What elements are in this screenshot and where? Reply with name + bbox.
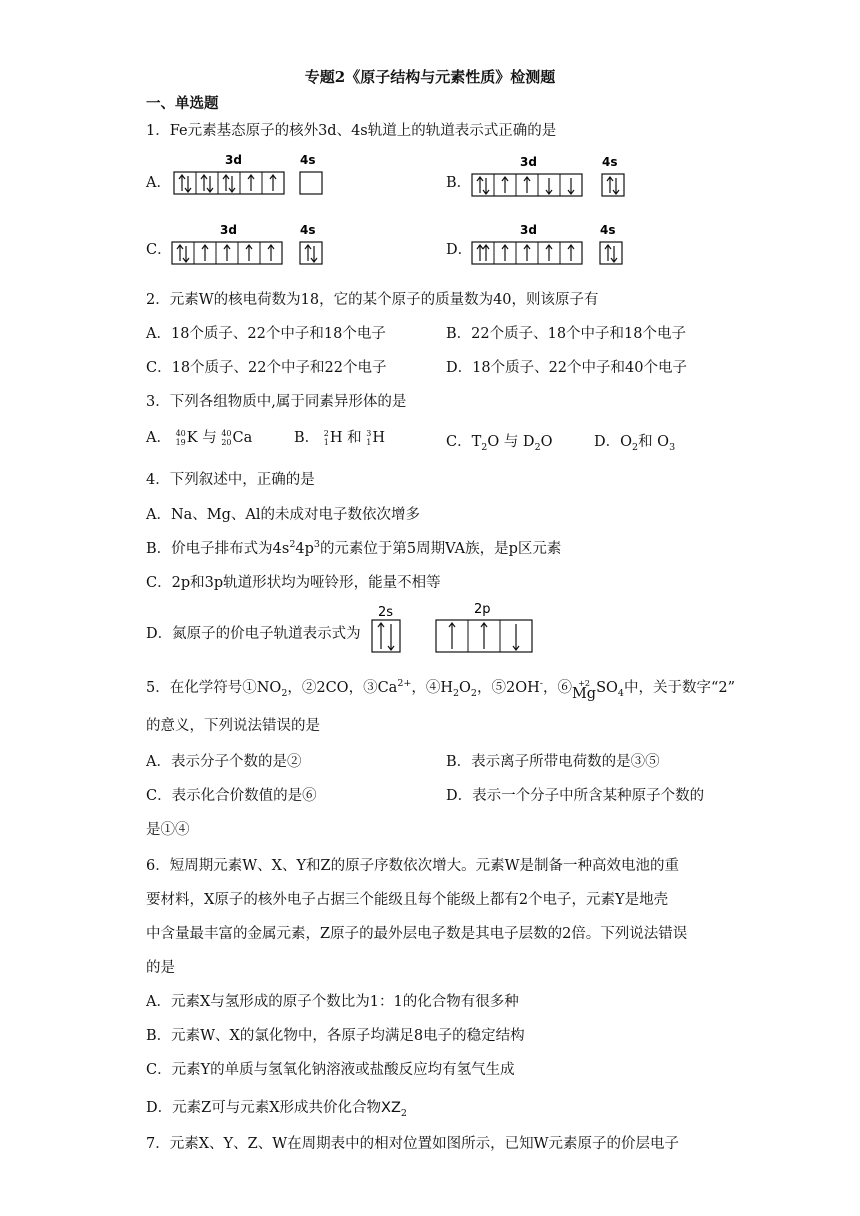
q6-option-c: C．元素Y的单质与氢氧化钠溶液或盐酸反应均有氢气生成 [146, 1062, 515, 1078]
q2-option-d: D．18个质子、22个中子和40个电子 [446, 360, 687, 376]
q1-option-d-label: D． [446, 242, 473, 258]
label-2p: 2p [474, 602, 491, 617]
q6-option-d: D．元素Z可与元素X形成共价化合物$XZ_2$ [146, 1100, 407, 1119]
q1-option-c-diagram [168, 220, 338, 268]
q1-option-a-diagram [170, 150, 340, 198]
label-3d: 3d [520, 155, 537, 169]
label-3d: 3d [520, 223, 537, 237]
q2-stem: 2．元素W的核电荷数为18，它的某个原子的质量数为40，则该原子有 [146, 292, 599, 308]
q3-option-a: A． 40 19 K 与 40 20 Ca [146, 429, 253, 447]
q6-line-1: 6．短周期元素W、X、Y和Z的原子序数依次增大。元素W是制备一种高效电池的重 [146, 858, 679, 874]
q5-option-d: D．表示一个分子中所含某种原子个数的 [446, 788, 705, 804]
q3-stem: 3．下列各组物质中,属于同素异形体的是 [146, 394, 407, 410]
label-4s: 4s [300, 223, 316, 237]
q2-option-b: B．22个质子、18个中子和18个电子 [446, 326, 687, 342]
q1-option-c-label: C． [146, 242, 172, 258]
q1-option-b-label: B． [446, 175, 472, 191]
q6-option-b: B．元素W、X的氯化物中，各原子均满足8电子的稳定结构 [146, 1028, 525, 1044]
q2-option-c: C．18个质子、22个中子和22个电子 [146, 360, 387, 376]
q1-option-b-diagram [468, 152, 638, 200]
q5-option-b: B．表示离子所带电荷数的是③⑤ [446, 754, 660, 770]
q5-line-1: 5．在化学符号$①NO_2$，②2CO，$③Ca^{2+}$，$④H_2O_2$，⑤2OH-，⑥ +2 Mg $SO_4$中，关于数字“2” [146, 678, 736, 702]
q4-option-a: A．Na、Mg、Al的未成对电子数依次增多 [146, 507, 421, 523]
label-3d: 3d [225, 153, 242, 167]
q5-option-a: A．表示分子个数的是② [146, 754, 302, 770]
q4-nitrogen-orbital-diagram [368, 600, 538, 656]
q5-option-c: C．表示化合价数值的是⑥ [146, 788, 317, 804]
q6-line-2: 要材料，X原子的核外电子占据三个能级且每个能级上都有2个电子，元素Y是地壳 [146, 892, 669, 908]
q1-option-a-label: A． [146, 175, 171, 191]
q4-stem: 4．下列叙述中，正确的是 [146, 472, 315, 488]
q3-option-b: B． 2 1 H 和 3 1 H [294, 429, 385, 447]
q6-option-a: A．元素X与氢形成的原子个数比为1：1的化合物有很多种 [146, 994, 519, 1010]
label-4s: 4s [600, 223, 616, 237]
label-2s: 2s [378, 605, 394, 620]
label-4s: 4s [602, 155, 618, 169]
section-heading: 一、单选题 [146, 95, 219, 112]
q5-option-d-cont: 是①④ [146, 822, 190, 838]
q5-line-2: 的意义，下列说法错误的是 [146, 718, 320, 734]
q2-option-a: A．18个质子、22个中子和18个电子 [146, 326, 386, 342]
q4-option-b: B．价电子排布式为$4s^24p^3$的元素位于第5周期VA族，是p区元素 [146, 539, 562, 557]
label-3d: 3d [220, 223, 237, 237]
q7-line-1: 7．元素X、Y、Z、W在周期表中的相对位置如图所示，已知W元素原子的价层电子 [146, 1136, 679, 1152]
q4-option-d: D．氮原子的价电子轨道表示式为 [146, 626, 361, 642]
q4-option-c: C．2p和3p轨道形状均为哑铃形，能量不相等 [146, 575, 441, 591]
page-title: 专题2《原子结构与元素性质》检测题 [304, 68, 556, 86]
q3-option-d: D．$O_2$和 $O_3$ [594, 434, 676, 453]
label-4s: 4s [300, 153, 316, 167]
q6-line-4: 的是 [146, 960, 175, 976]
q1-option-d-diagram [468, 220, 638, 268]
q6-line-3: 中含量最丰富的金属元素，Z原子的最外层电子数是其电子层数的2倍。下列说法错误 [146, 926, 688, 942]
q1-stem: 1．Fe元素基态原子的核外3d、4s轨道上的轨道表示式正确的是 [146, 123, 557, 139]
q3-option-c: C．$T_2O$ 与 $D_2O$ [446, 434, 553, 453]
